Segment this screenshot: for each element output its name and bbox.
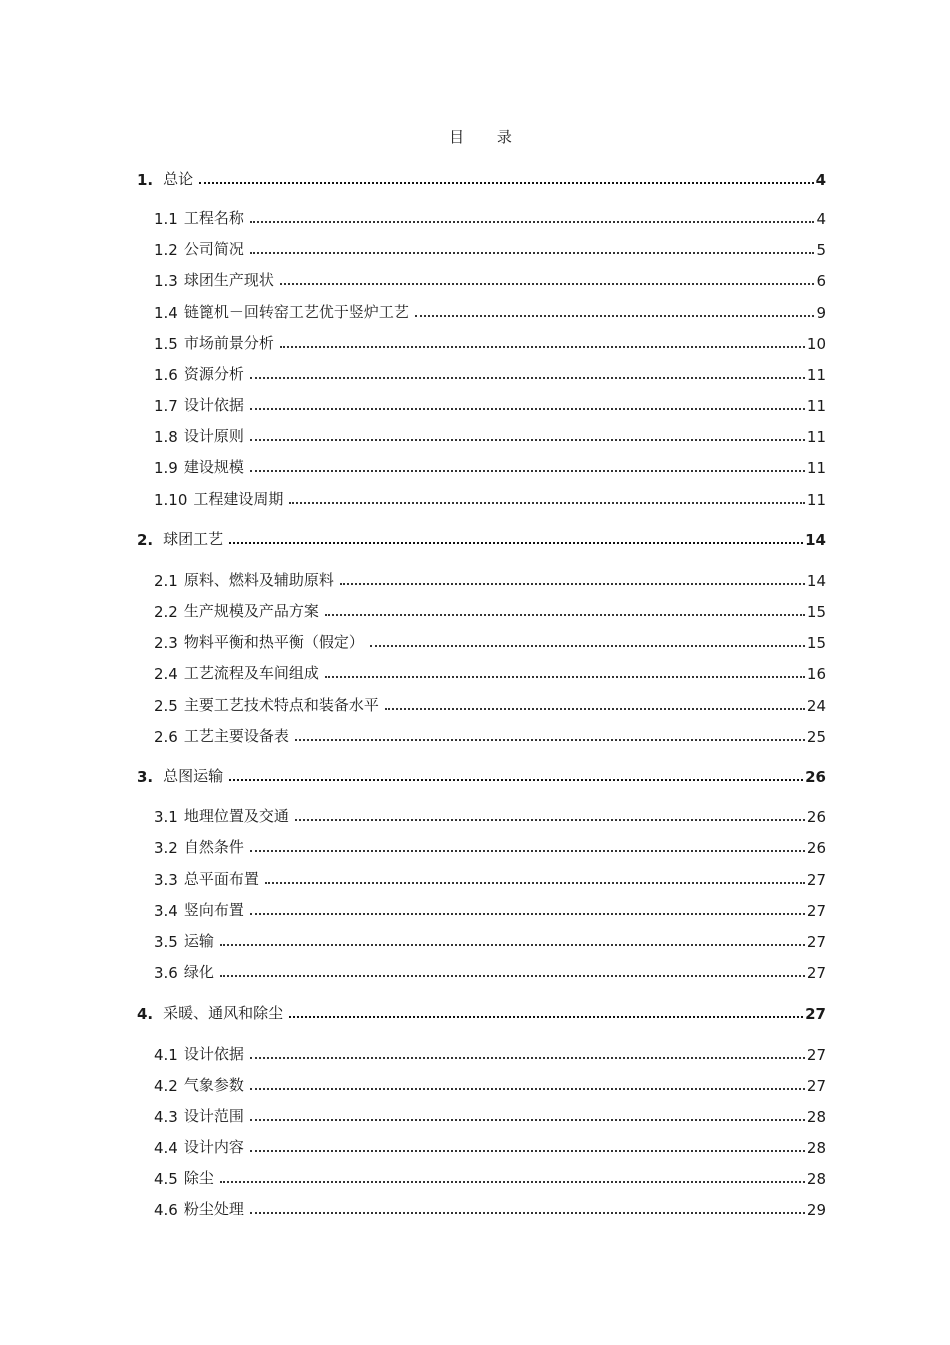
toc-entry-label: 总平面布置 bbox=[183, 870, 259, 888]
toc-entry-label: 工艺主要设备表 bbox=[183, 727, 289, 745]
toc-chapter-entry[interactable] bbox=[0, 167, 826, 189]
toc-entry-page-number: 11 bbox=[806, 397, 826, 415]
toc-entry-number: 4.6 bbox=[154, 1201, 178, 1219]
toc-entry-page-number: 6 bbox=[816, 272, 826, 290]
toc-entry-number: 1.7 bbox=[154, 397, 178, 415]
toc-entry-label: 设计依据 bbox=[183, 1045, 244, 1063]
toc-entry-label: 公司简况 bbox=[183, 240, 244, 258]
toc-dot-leader bbox=[325, 613, 805, 616]
toc-entry-page-number: 11 bbox=[806, 428, 826, 446]
toc-entry-label: 总论 bbox=[163, 170, 194, 188]
toc-entry-number: 4.3 bbox=[154, 1108, 178, 1126]
toc-entry-number: 3. bbox=[137, 768, 154, 786]
toc-entry-number: 2.4 bbox=[154, 665, 178, 683]
toc-entry-label: 建设规模 bbox=[183, 458, 244, 476]
toc-dot-leader bbox=[325, 675, 805, 678]
toc-entry-label: 采暖、通风和除尘 bbox=[163, 1004, 284, 1022]
toc-entry-number: 4.4 bbox=[154, 1139, 178, 1157]
toc-entry-number: 2.6 bbox=[154, 728, 178, 746]
toc-entry-page-number: 27 bbox=[806, 933, 826, 951]
toc-entry-page-number: 27 bbox=[806, 1077, 826, 1095]
toc-dot-leader bbox=[250, 251, 815, 254]
toc-entry-label: 球团工艺 bbox=[163, 530, 224, 548]
toc-entry-page-number: 27 bbox=[806, 1046, 826, 1064]
toc-entry-page-number: 9 bbox=[816, 304, 826, 322]
toc-entry-number: 1.4 bbox=[154, 304, 178, 322]
toc-entry-page-number: 27 bbox=[806, 871, 826, 889]
toc-section-entry[interactable] bbox=[0, 362, 826, 384]
toc-entry-page-number: 4 bbox=[816, 210, 826, 228]
toc-dot-leader bbox=[415, 314, 815, 317]
toc-entry-number: 3.3 bbox=[154, 871, 178, 889]
toc-entry-page-number: 28 bbox=[806, 1108, 826, 1126]
toc-entry-page-number: 5 bbox=[816, 241, 826, 259]
toc-dot-leader bbox=[199, 181, 813, 184]
toc-entry-label: 设计依据 bbox=[183, 396, 244, 414]
toc-section-entry[interactable] bbox=[0, 898, 826, 920]
toc-section-entry[interactable] bbox=[0, 393, 826, 415]
toc-entry-label: 地理位置及交通 bbox=[183, 807, 289, 825]
toc-entry-number: 1.1 bbox=[154, 210, 178, 228]
toc-chapter-entry[interactable] bbox=[0, 527, 826, 549]
toc-entry-page-number: 24 bbox=[806, 697, 826, 715]
toc-entry-page-number: 11 bbox=[806, 491, 826, 509]
toc-dot-leader bbox=[250, 376, 805, 379]
toc-section-entry[interactable] bbox=[0, 331, 826, 353]
toc-entry-number: 3.6 bbox=[154, 964, 178, 982]
toc-dot-leader bbox=[220, 1180, 805, 1183]
toc-dot-leader bbox=[250, 220, 815, 223]
toc-section-entry[interactable] bbox=[0, 804, 826, 826]
toc-section-entry[interactable] bbox=[0, 268, 826, 290]
toc-entry-number: 4.2 bbox=[154, 1077, 178, 1095]
toc-section-entry[interactable] bbox=[0, 1197, 826, 1219]
toc-entry-number: 4.5 bbox=[154, 1170, 178, 1188]
toc-dot-leader bbox=[250, 407, 805, 410]
toc-dot-leader bbox=[280, 282, 815, 285]
toc-section-entry[interactable] bbox=[0, 1104, 826, 1126]
toc-dot-leader bbox=[250, 1056, 805, 1059]
toc-entry-page-number: 10 bbox=[806, 335, 826, 353]
toc-entry-label: 资源分析 bbox=[183, 365, 244, 383]
toc-entry-label: 链篦机－回转窑工艺优于竖炉工艺 bbox=[183, 303, 409, 321]
toc-dot-leader bbox=[250, 1118, 805, 1121]
toc-entry-label: 原料、燃料及辅助原料 bbox=[183, 571, 334, 589]
toc-dot-leader bbox=[220, 974, 805, 977]
toc-section-entry[interactable] bbox=[0, 1135, 826, 1157]
toc-dot-leader bbox=[295, 738, 805, 741]
toc-entry-number: 1.2 bbox=[154, 241, 178, 259]
toc-section-entry[interactable] bbox=[0, 487, 826, 509]
toc-entry-page-number: 26 bbox=[805, 768, 826, 786]
toc-dot-leader bbox=[289, 1015, 803, 1018]
toc-entry-number: 2. bbox=[137, 531, 154, 549]
toc-entry-number: 2.5 bbox=[154, 697, 178, 715]
toc-entry-page-number: 11 bbox=[806, 366, 826, 384]
toc-dot-leader bbox=[289, 501, 804, 504]
toc-entry-page-number: 16 bbox=[806, 665, 826, 683]
toc-dot-leader bbox=[250, 849, 805, 852]
toc-dot-leader bbox=[250, 1087, 805, 1090]
toc-dot-leader bbox=[370, 644, 805, 647]
toc-entry-number: 3.1 bbox=[154, 808, 178, 826]
toc-entry-label: 设计原则 bbox=[183, 427, 244, 445]
toc-dot-leader bbox=[250, 1149, 805, 1152]
toc-entry-page-number: 15 bbox=[806, 603, 826, 621]
toc-section-entry[interactable] bbox=[0, 237, 826, 259]
toc-section-entry[interactable] bbox=[0, 1166, 826, 1188]
toc-section-entry[interactable] bbox=[0, 693, 826, 715]
toc-entry-page-number: 27 bbox=[805, 1005, 826, 1023]
toc-entry-page-number: 11 bbox=[806, 459, 826, 477]
toc-section-entry[interactable] bbox=[0, 867, 826, 889]
toc-entry-label: 工程名称 bbox=[183, 209, 244, 227]
toc-section-entry[interactable] bbox=[0, 424, 826, 446]
toc-entry-page-number: 28 bbox=[806, 1170, 826, 1188]
toc-entry-page-number: 25 bbox=[806, 728, 826, 746]
toc-entry-label: 总图运输 bbox=[163, 767, 224, 785]
toc-entry-number: 2.1 bbox=[154, 572, 178, 590]
toc-section-entry[interactable] bbox=[0, 206, 826, 228]
toc-entry-number: 1.9 bbox=[154, 459, 178, 477]
toc-entry-label: 主要工艺技术特点和装备水平 bbox=[183, 696, 379, 714]
toc-entry-label: 绿化 bbox=[183, 963, 214, 981]
toc-section-entry[interactable] bbox=[0, 599, 826, 621]
toc-entry-label: 粉尘处理 bbox=[183, 1200, 244, 1218]
toc-entry-page-number: 26 bbox=[806, 808, 826, 826]
toc-entry-number: 1.8 bbox=[154, 428, 178, 446]
toc-entry-number: 1.10 bbox=[154, 491, 188, 509]
toc-dot-leader bbox=[265, 881, 805, 884]
toc-section-entry[interactable] bbox=[0, 1073, 826, 1095]
toc-entry-page-number: 29 bbox=[806, 1201, 826, 1219]
toc-title: 目 录 bbox=[449, 128, 526, 146]
toc-entry-number: 3.5 bbox=[154, 933, 178, 951]
toc-entry-label: 运输 bbox=[183, 932, 214, 950]
toc-entry-number: 4. bbox=[137, 1005, 154, 1023]
toc-entry-number: 2.3 bbox=[154, 634, 178, 652]
toc-section-entry[interactable] bbox=[0, 929, 826, 951]
toc-entry-label: 自然条件 bbox=[183, 838, 244, 856]
toc-entry-number: 3.4 bbox=[154, 902, 178, 920]
toc-entry-number: 1.3 bbox=[154, 272, 178, 290]
toc-dot-leader bbox=[220, 943, 805, 946]
toc-entry-number: 4.1 bbox=[154, 1046, 178, 1064]
toc-section-entry[interactable] bbox=[0, 835, 826, 857]
toc-section-entry[interactable] bbox=[0, 661, 826, 683]
toc-section-entry[interactable] bbox=[0, 455, 826, 477]
toc-dot-leader bbox=[340, 582, 805, 585]
toc-entry-label: 除尘 bbox=[183, 1169, 214, 1187]
toc-dot-leader bbox=[280, 345, 805, 348]
toc-entry-page-number: 28 bbox=[806, 1139, 826, 1157]
toc-entry-label: 生产规模及产品方案 bbox=[183, 602, 319, 620]
toc-dot-leader bbox=[250, 469, 805, 472]
toc-entry-page-number: 14 bbox=[806, 572, 826, 590]
toc-dot-leader bbox=[250, 438, 805, 441]
toc-entry-page-number: 4 bbox=[815, 171, 826, 189]
toc-entry-number: 1. bbox=[137, 171, 154, 189]
toc-entry-page-number: 15 bbox=[806, 634, 826, 652]
toc-dot-leader bbox=[250, 1211, 805, 1214]
toc-dot-leader bbox=[385, 707, 805, 710]
toc-section-entry[interactable] bbox=[0, 630, 826, 652]
toc-entry-label: 物料平衡和热平衡（假定） bbox=[183, 633, 364, 651]
toc-entry-label: 工艺流程及车间组成 bbox=[183, 664, 319, 682]
toc-entry-label: 市场前景分析 bbox=[183, 334, 274, 352]
toc-entry-page-number: 26 bbox=[806, 839, 826, 857]
toc-dot-leader bbox=[229, 541, 803, 544]
toc-entry-page-number: 27 bbox=[806, 964, 826, 982]
toc-entry-label: 球团生产现状 bbox=[183, 271, 274, 289]
toc-section-entry[interactable] bbox=[0, 724, 826, 746]
toc-entry-label: 设计内容 bbox=[183, 1138, 244, 1156]
toc-entry-number: 2.2 bbox=[154, 603, 178, 621]
toc-dot-leader bbox=[250, 912, 805, 915]
toc-section-entry[interactable] bbox=[0, 568, 826, 590]
toc-chapter-entry[interactable] bbox=[0, 1001, 826, 1023]
toc-section-entry[interactable] bbox=[0, 300, 826, 322]
toc-dot-leader bbox=[229, 778, 803, 781]
toc-entry-number: 1.6 bbox=[154, 366, 178, 384]
toc-entry-label: 工程建设周期 bbox=[193, 490, 284, 508]
toc-entry-number: 3.2 bbox=[154, 839, 178, 857]
toc-section-entry[interactable] bbox=[0, 960, 826, 982]
toc-dot-leader bbox=[295, 818, 805, 821]
toc-entry-page-number: 27 bbox=[806, 902, 826, 920]
toc-entry-label: 气象参数 bbox=[183, 1076, 244, 1094]
toc-entry-number: 1.5 bbox=[154, 335, 178, 353]
toc-section-entry[interactable] bbox=[0, 1042, 826, 1064]
toc-chapter-entry[interactable] bbox=[0, 764, 826, 786]
toc-entry-label: 设计范围 bbox=[183, 1107, 244, 1125]
toc-entry-page-number: 14 bbox=[805, 531, 826, 549]
toc-entry-label: 竖向布置 bbox=[183, 901, 244, 919]
